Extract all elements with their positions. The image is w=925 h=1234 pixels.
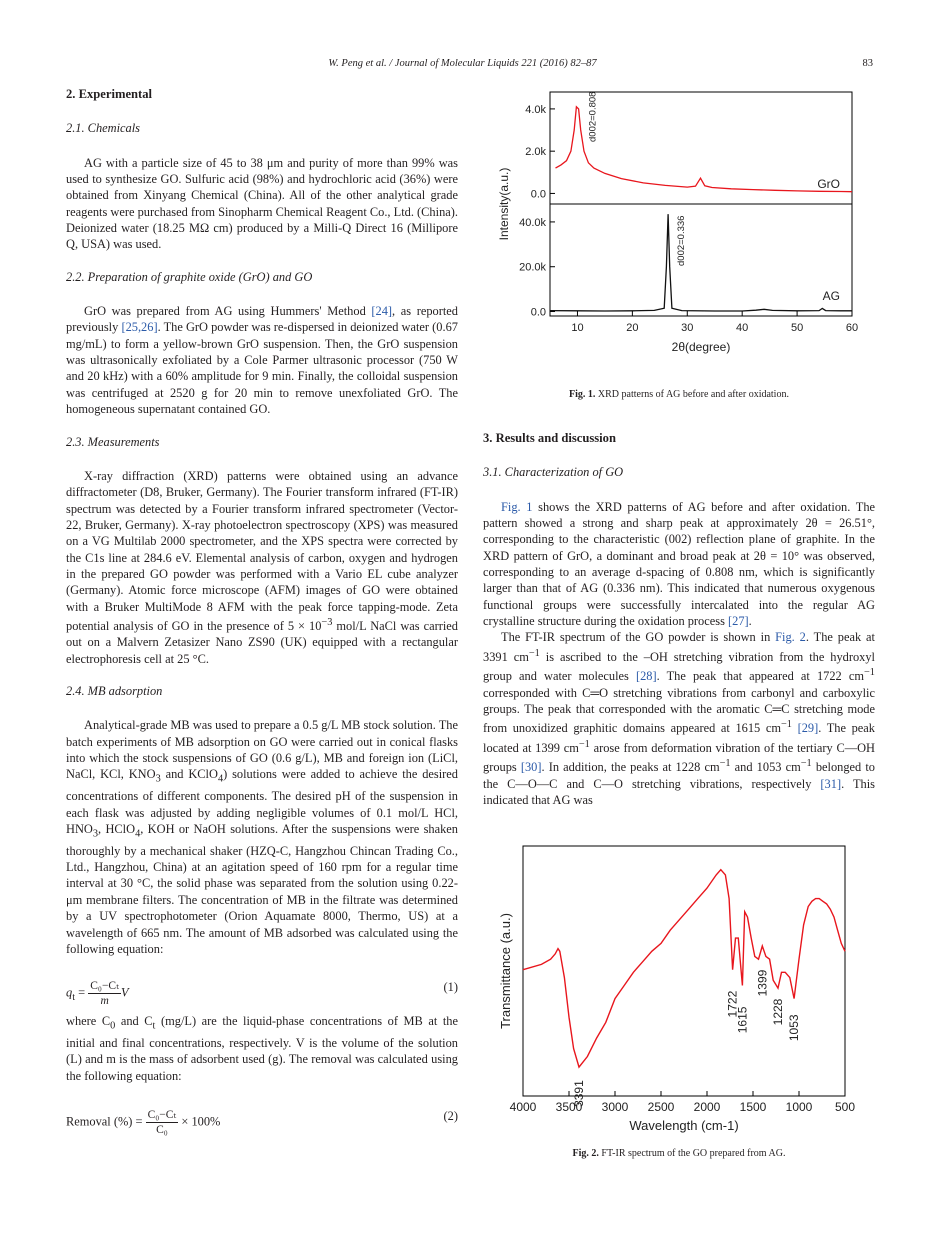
series-label-gro: GrO xyxy=(817,177,840,191)
ref-30-link[interactable]: [30] xyxy=(520,760,542,775)
xrd-paragraph xyxy=(483,499,875,630)
ftir-sup-5: −1 xyxy=(719,758,731,770)
equation-1-explanation xyxy=(66,1013,458,1084)
equation-2-number: (2) xyxy=(443,1109,458,1124)
figure-2-caption-text: FT-IR spectrum of the GO prepared from AG. xyxy=(598,1148,786,1159)
ref-24-link[interactable]: [24] xyxy=(371,304,393,319)
x-tick-label-5: 60 xyxy=(845,322,859,334)
measurements-text-b: mol/L NaCl was carried out on a Malvern Zetasizer Nano ZS90 (UK) equipped with a rectangular electrophoresis cell at 25 °C. xyxy=(66,619,459,666)
figure-1-caption-label: Fig. 1. xyxy=(569,389,596,400)
peak-label-1399: 1399 xyxy=(755,969,770,997)
xrd-text-end: . xyxy=(748,614,752,629)
mb-adsorption-paragraph xyxy=(66,717,458,957)
eq2-numerator: C₀−Cₜ xyxy=(147,1109,177,1122)
subsection-characterization-heading: 3.1. Characterization of GO xyxy=(483,465,624,480)
eq2-times: × 100% xyxy=(178,1114,221,1129)
series-label-ag: AG xyxy=(822,289,840,303)
mb-sub-1: 3 xyxy=(155,773,161,785)
ref-31-link[interactable]: [31] xyxy=(820,776,842,791)
ftir-text-b: . The peak at 3391 cm xyxy=(483,630,876,664)
x-tick-label-4: 50 xyxy=(790,322,804,334)
x-axis-label: 2θ(degree) xyxy=(671,340,731,354)
expl-sub-t: t xyxy=(152,1020,156,1032)
eq1-denominator: m xyxy=(100,995,109,1008)
x-tick-label-4: 2000 xyxy=(693,1100,721,1114)
plot-frame xyxy=(523,846,845,1096)
expl-text-c: (mg/L) are the liquid-phase concentrations of MB at the initial and final concentrations, respectively. V is the volume of the solution (L) and m is the mass of adsorbent used (g). The removal was calculated using the following equation: xyxy=(66,1014,458,1083)
page-number: 83 xyxy=(862,58,873,69)
eq1-q: q xyxy=(66,985,73,1000)
x-tick-label-1: 20 xyxy=(626,322,639,334)
x-tick-label-2: 30 xyxy=(681,322,694,334)
mb-text-c: ) solutions were added to achieve the desired concentrations of different components. The desired pH of the suspension in each flask was adjusted by adding negligible volumes of 0.1 mol/L HCl, HNO xyxy=(66,767,458,836)
left-column xyxy=(66,86,458,1142)
x-tick-label-5: 1500 xyxy=(739,1100,767,1114)
series-line-ag xyxy=(550,214,852,311)
x-tick-label-0: 4000 xyxy=(509,1100,537,1114)
running-head-text: W. Peng et al. / Journal of Molecular Liquids 221 (2016) 82–87 xyxy=(328,58,597,69)
x-axis-label: Wavelength (cm-1) xyxy=(629,1118,739,1133)
preparation-text-c: . The GrO powder was re-dispersed in deionized water (0.67 mg/mL) to form a yellow-brown GrO suspension. Then, the GrO suspension was ultrasonically exfoliated by a Cole Parmer ultrasonic processor (750 W and 20 kHz) with a 60% amplitude for 9 min. Finally, the colloidal suspension was centrifuged at 2520 g for 20 min to remove unexfoliated GrO. The homogeneous supernatant contained GO. xyxy=(66,320,458,417)
preparation-text-b: , as reported previously xyxy=(66,304,458,335)
subsection-chemicals-heading: 2.1. Chemicals xyxy=(66,121,140,136)
figure-2-caption xyxy=(483,1148,875,1159)
figure-1-caption xyxy=(483,389,875,400)
ftir-text-g: . The peak located at 1399 cm xyxy=(483,721,875,755)
fig1-link[interactable]: Fig. 1 xyxy=(501,499,533,514)
y-tick-label-gro-1: 2.0k xyxy=(525,146,546,159)
ref-25-26-link[interactable]: [25,26] xyxy=(121,320,158,335)
equation-2 xyxy=(66,1098,458,1137)
y-tick-label-gro-2: 4.0k xyxy=(525,103,546,116)
x-tick-label-3: 2500 xyxy=(647,1100,675,1114)
eq2-removal: Removal (%) = xyxy=(66,1114,146,1129)
peak-label-1228: 1228 xyxy=(771,998,786,1026)
ftir-sup-1: −1 xyxy=(528,647,540,659)
y-axis-label: Intensity(a.u.) xyxy=(497,167,511,241)
equation-1-number: (1) xyxy=(443,980,458,995)
eq1-fraction xyxy=(88,979,121,1008)
fig2-link[interactable]: Fig. 2 xyxy=(775,630,806,645)
measurements-paragraph xyxy=(66,468,458,667)
subsection-measurements-heading: 2.3. Measurements xyxy=(66,434,160,449)
figure-1-xrd-chart xyxy=(490,84,870,374)
mb-text-d: , HClO xyxy=(98,821,136,836)
ref-27-link[interactable]: [27] xyxy=(728,614,749,629)
peak-label-1722: 1722 xyxy=(725,990,740,1018)
y-tick-label-ag-0: 0.0 xyxy=(530,306,546,319)
eq1-q-sub: t xyxy=(72,992,76,1003)
equation-1-expression xyxy=(66,979,129,1008)
mb-text-b: and KClO xyxy=(160,767,218,782)
running-head xyxy=(0,58,925,69)
figure-2-caption-label: Fig. 2. xyxy=(572,1148,599,1159)
x-tick-label-3: 40 xyxy=(736,322,749,334)
ftir-sup-4: −1 xyxy=(578,738,590,750)
eq1-equals: = xyxy=(75,985,89,1000)
mb-text-e: , KOH or NaOH solutions. After the suspensions were shaken thoroughly by a mechanical shaker (HZQ-C, Hangzhou Chincan Trading Co., Ltd., Hangzhou, China) at an agitation speed of 160 rpm for a regular time interval at 30 °C, the solid phase was separated from the solution using 0.22-μm membrane filters. The concentration of MB in the filtrate was determined by a UV spectrophotometer (Orion Aquamate 8000, Thermo, US) at a wavelength of 665 nm. The amount of MB adsorbed was calculated using the following equation: xyxy=(66,821,458,956)
annotation-d002-ag: d002=0.336 xyxy=(676,215,688,266)
ref-28-link[interactable]: [28] xyxy=(635,669,657,684)
ftir-text-i: . In addition, the peaks at 1228 cm xyxy=(541,760,720,775)
ftir-text-d: . The peak that appeared at 1722 cm xyxy=(656,669,864,684)
ftir-sup-3: −1 xyxy=(780,719,792,731)
section-experimental-heading: 2. Experimental xyxy=(66,87,153,101)
section-results-heading: 3. Results and discussion xyxy=(483,431,616,445)
x-tick-label-1: 3500 xyxy=(555,1100,583,1114)
xrd-text: shows the XRD patterns of AG before and after oxidation. The pattern showed a strong and sharp peak at approximately 2θ = 26.51°, corresponding to the characteristic (002) reflection plane of graphite. In the XRD pattern of GrO, a dominant and broad peak at 2θ = 10° was observed, corresponding to an average d-spacing of 0.808 nm, which is significantly larger than that of AG (0.336 nm). This indicated that numerous oxygenous functional groups were successfully intercalated into the regular AG crystalline structure during the oxidation process xyxy=(483,499,876,629)
ftir-sup-2: −1 xyxy=(863,667,875,679)
subsection-preparation-heading: 2.2. Preparation of graphite oxide (GrO) and GO xyxy=(66,269,313,284)
eq1-v: V xyxy=(120,985,129,1000)
x-tick-label-0: 10 xyxy=(571,322,584,334)
eq1-numerator: C₀−Cₜ xyxy=(90,980,119,993)
ftir-text-c: is ascribed to the –OH stretching vibration from the hydroxyl group and water molecules xyxy=(483,649,875,684)
ftir-sup-6: −1 xyxy=(800,758,812,770)
mb-sub-2: 4 xyxy=(217,773,224,785)
right-column xyxy=(483,430,875,809)
equation-1 xyxy=(66,969,458,1008)
ftir-paragraph xyxy=(483,629,875,808)
ftir-text-j: and 1053 cm xyxy=(730,760,801,775)
ftir-text-l: . This indicated that AG was xyxy=(483,776,876,808)
y-tick-label-gro-0: 0.0 xyxy=(530,188,546,201)
chemicals-paragraph: AG with a particle size of 45 to 38 μm and purity of more than 99% was used to synthesize GO. Sulfuric acid (98%) and hydrochloric acid (36%) were obtained from Xinyang Chemical (China). All of the other analytical grade reagents were purchased from Sinopharm Chemical Reagent Co., Ltd. (China). Deionized water (18.25 MΩ cm) produced by a Milli-Q Direct 16 (Millipore Q, USA) was used. xyxy=(66,155,458,252)
measurements-text-a: X-ray diffraction (XRD) patterns were obtained using an advance diffractometer (D8, Bruker, Germany). The Fourier transform infrared (FT-IR) spectrum was detected by a Fourier transform infrared spectrometer (Vector-22, Bruker, Germany). X-ray photoelectron spectroscopy (XPS) was measured on a VG Multilab 2000 spectrometer, and the XPS spectra were corrected by the C1s line at 284.6 eV. Elemental analysis of carbon, oxygen and hydrogen in the prepared GO powder was performed with a Vario EL cube analyzer (Germany). Atomic force microscope (AFM) images of GO were obtained with a Bruker MultiMode 8 AFM with the peak force tapping-mode. Zeta potential analysis of GO in the presence of 5 × 10 xyxy=(66,468,458,634)
ftir-text-e: corresponded with C═O stretching vibrations from carbonyl and carboxylic groups. The peak that corresponded with the aromatic C═C stretching mode from unoxidized graphitic domains appeared at 1615 cm xyxy=(483,685,875,736)
mb-text-a: Analytical-grade MB was used to prepare a 0.5 g/L MB stock solution. The batch experiments of MB adsorption on GO were carried out in conical flasks into which the stock suspensions of GO (0.6 g/L), MB and foreign ion (LiCl, NaCl, KCl, KNO xyxy=(66,718,458,782)
eq2-fraction xyxy=(146,1108,179,1137)
subsection-mb-adsorption-heading: 2.4. MB adsorption xyxy=(66,684,163,699)
mb-sub-3: 3 xyxy=(92,828,99,840)
measurements-superscript: −3 xyxy=(321,616,333,628)
peak-label-1615: 1615 xyxy=(735,1006,750,1034)
mb-sub-4: 4 xyxy=(135,828,141,840)
x-tick-label-7: 500 xyxy=(834,1100,856,1114)
peak-label-1053: 1053 xyxy=(787,1014,802,1042)
ftir-text-a: The FT-IR spectrum of the GO powder is shown in xyxy=(501,630,776,645)
y-tick-label-ag-1: 20.0k xyxy=(519,261,546,274)
series-line-gro xyxy=(556,107,853,192)
eq2-denominator: C₀ xyxy=(156,1124,168,1137)
equation-2-expression xyxy=(66,1108,220,1137)
peak-label-3391: 3391 xyxy=(572,1080,587,1107)
x-tick-label-6: 1000 xyxy=(785,1100,813,1114)
y-tick-label-ag-2: 40.0k xyxy=(519,216,546,229)
figure-2-ftir-chart xyxy=(495,838,865,1138)
ftir-text-k: belonged to the C—O—C and C—O stretching vibrations, respectively xyxy=(483,760,875,791)
x-tick-label-2: 3000 xyxy=(601,1100,629,1114)
ref-29-link[interactable]: [29] xyxy=(797,721,819,736)
y-axis-label: Transmittance (a.u.) xyxy=(498,913,513,1029)
expl-text-a: where C xyxy=(66,1014,111,1029)
annotation-d002-gro: d002=0.808 xyxy=(587,91,599,142)
figure-1-caption-text: XRD patterns of AG before and after oxidation. xyxy=(595,389,789,400)
preparation-text-a: GrO was prepared from AG using Hummers' Method xyxy=(84,304,372,319)
expl-text-b: and C xyxy=(115,1014,153,1029)
ftir-text-h: arose from deformation vibration of the tertiary C—OH groups xyxy=(483,741,875,775)
expl-sub-0: 0 xyxy=(110,1020,116,1032)
preparation-paragraph xyxy=(66,303,458,417)
